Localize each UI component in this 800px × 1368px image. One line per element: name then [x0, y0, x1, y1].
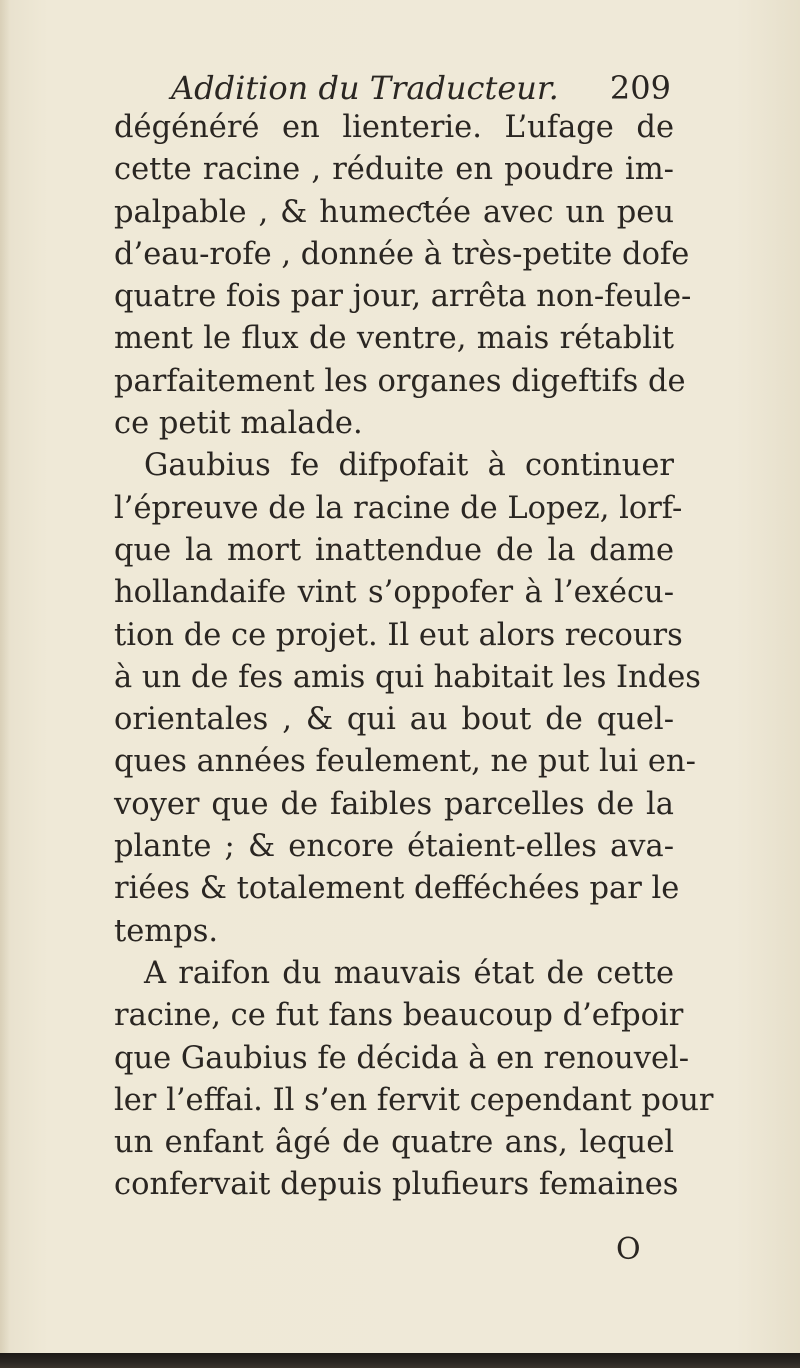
text-line: racine, ce fut fans beaucoup d’efpoir	[114, 998, 684, 1034]
text-line: parfaitement les organes digeftifs de	[114, 363, 686, 399]
page-header	[171, 66, 671, 110]
text-line: ment le flux de ventre, mais rétablit	[114, 321, 674, 357]
text-line: tion de ce projet. Il eut alors recours	[114, 617, 683, 653]
page-binding-shadow	[0, 0, 10, 1368]
text-line: à un de fes amis qui habitait les Indes	[114, 659, 701, 695]
text-line: dégénéré en lienterie. L’ufage de	[114, 110, 674, 145]
text-line: riées & totalement defféchées par le	[114, 871, 680, 907]
text-line: temps.	[114, 913, 219, 949]
text-line: ler l’effai. Il s’en fervit cependant pour	[114, 1082, 714, 1118]
text-line: plante ; & encore étaient-elles ava-	[114, 829, 674, 865]
text-line: ques années feulement, ne put lui en-	[114, 744, 696, 780]
catchword: O	[616, 1232, 641, 1267]
text-line: voyer que de faibles parcelles de la	[114, 786, 674, 822]
text-line: d’eau-rofe , donnée à très-petite dofe	[114, 236, 690, 272]
text-line: que Gaubius fe décida à en renouvel-	[114, 1040, 690, 1076]
page-number: 209	[609, 69, 671, 107]
text-line: un enfant âgé de quatre ans, lequel	[114, 1125, 674, 1161]
text-line: cette racine , réduite en poudre im-	[114, 152, 674, 188]
running-title: Addition du Traducteur.	[171, 69, 559, 107]
page-bottom-edge	[0, 1353, 800, 1368]
text-line: l’épreuve de la racine de Lopez, lorf-	[114, 490, 683, 526]
text-line: Gaubius fe difpofait à continuer	[144, 448, 674, 484]
text-line: palpable , & humeƈtée avec un peu	[114, 194, 674, 230]
text-line: quatre fois par jour, arrêta non-feule-	[114, 279, 692, 315]
text-line: orientales , & qui au bout de quel-	[114, 702, 674, 738]
text-line: ce petit malade.	[114, 406, 363, 442]
body-text	[114, 107, 714, 1207]
text-line: A raifon du mauvais état de cette	[144, 955, 674, 991]
text-line: hollandaife vint s’oppofer à l’exécu-	[114, 575, 674, 611]
text-line: que la mort inattendue de la dame	[114, 532, 674, 568]
text-line: confervait depuis plufieurs femaines	[114, 1167, 679, 1203]
